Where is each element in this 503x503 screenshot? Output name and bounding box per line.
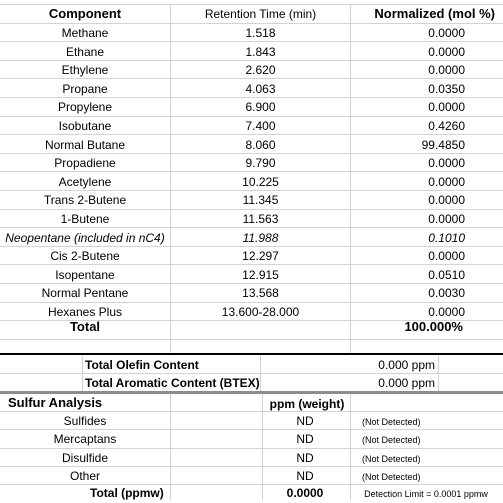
sulfur-compound: Disulfide bbox=[61, 451, 109, 465]
header-retention-time: Retention Time (min) bbox=[204, 7, 317, 21]
component-name: Propane bbox=[62, 82, 108, 96]
retention-time: 8.060 bbox=[245, 138, 276, 152]
normalized-value: 0.0000 bbox=[428, 212, 465, 226]
sulfur-note: (Not Detected) bbox=[362, 435, 421, 445]
normalized-value: 0.0000 bbox=[428, 100, 465, 114]
normalized-value: 0.0000 bbox=[428, 175, 465, 189]
sulfur-title: Sulfur Analysis bbox=[8, 395, 103, 410]
retention-time: 7.400 bbox=[245, 119, 276, 133]
component-name: Isopentane bbox=[55, 268, 115, 282]
retention-time: 1.518 bbox=[245, 26, 276, 40]
component-name: Cis 2-Butene bbox=[50, 249, 120, 263]
component-name: Neopentane (included in nC4) bbox=[5, 231, 165, 245]
retention-time: 10.225 bbox=[242, 175, 279, 189]
retention-time: 1.843 bbox=[245, 45, 276, 59]
normalized-value: 0.4260 bbox=[428, 119, 465, 133]
normalized-value: 0.0000 bbox=[428, 156, 465, 170]
component-name: Propylene bbox=[57, 100, 113, 114]
component-name: Normal Pentane bbox=[41, 286, 129, 300]
total-label: Total bbox=[69, 319, 101, 334]
sulfur-note: (Not Detected) bbox=[362, 417, 421, 427]
retention-time: 11.563 bbox=[242, 212, 279, 226]
sulfur-note: (Not Detected) bbox=[362, 454, 421, 464]
sulfur-compound: Other bbox=[69, 469, 100, 483]
normalized-value: 0.0030 bbox=[428, 286, 465, 300]
normalized-value: 0.0000 bbox=[428, 305, 465, 319]
total-value: 100.000% bbox=[404, 319, 463, 334]
aromatic-value: 0.000 ppm bbox=[378, 376, 435, 390]
retention-time: 11.345 bbox=[242, 193, 279, 207]
normalized-value: 0.1010 bbox=[428, 231, 465, 245]
normalized-value: 0.0510 bbox=[428, 268, 465, 282]
retention-time: 6.900 bbox=[245, 100, 276, 114]
retention-time: 2.620 bbox=[245, 63, 276, 77]
component-name: Ethane bbox=[65, 45, 105, 59]
component-name: Isobutane bbox=[58, 119, 112, 133]
sulfur-compound: Sulfides bbox=[63, 414, 107, 428]
sulfur-value: ND bbox=[296, 451, 314, 465]
component-name: Hexanes Plus bbox=[47, 305, 123, 319]
retention-time: 4.063 bbox=[245, 82, 276, 96]
sulfur-value: ND bbox=[296, 414, 314, 428]
normalized-value: 0.0000 bbox=[428, 63, 465, 77]
grid-col-line bbox=[170, 4, 171, 353]
sulfur-total-value: 0.0000 bbox=[286, 486, 324, 500]
retention-time: 12.915 bbox=[242, 268, 279, 282]
grid-row-line bbox=[0, 339, 503, 340]
component-name: 1-Butene bbox=[60, 212, 110, 226]
header-component: Component bbox=[48, 6, 122, 21]
sulfur-unit-header: ppm (weight) bbox=[269, 397, 345, 411]
grid-col-line bbox=[82, 356, 83, 391]
component-name: Methane bbox=[61, 26, 109, 40]
sulfur-value: ND bbox=[296, 469, 314, 483]
component-name: Normal Butane bbox=[44, 138, 126, 152]
aromatic-label: Total Aromatic Content (BTEX) bbox=[85, 376, 260, 390]
detection-limit: Detection Limit = 0.0001 ppmw bbox=[364, 489, 488, 499]
grid-col-line bbox=[260, 356, 261, 391]
component-name: Propadiene bbox=[54, 156, 116, 170]
component-name: Trans 2-Butene bbox=[43, 193, 127, 207]
olefin-label: Total Olefin Content bbox=[85, 358, 199, 372]
sulfur-compound: Mercaptans bbox=[53, 432, 117, 446]
grid-col-line bbox=[438, 356, 439, 391]
normalized-value: 0.0000 bbox=[428, 26, 465, 40]
normalized-value: 0.0000 bbox=[428, 45, 465, 59]
normalized-value: 0.0000 bbox=[428, 249, 465, 263]
component-name: Ethylene bbox=[61, 63, 109, 77]
header-normalized: Normalized (mol %) bbox=[374, 6, 495, 21]
sulfur-total-label: Total (ppmw) bbox=[90, 486, 164, 500]
retention-time: 11.988 bbox=[242, 231, 279, 245]
normalized-value: 0.0000 bbox=[428, 193, 465, 207]
retention-time: 13.600-28.000 bbox=[221, 305, 300, 319]
normalized-value: 99.4850 bbox=[421, 138, 465, 152]
retention-time: 12.297 bbox=[242, 249, 279, 263]
normalized-value: 0.0350 bbox=[428, 82, 465, 96]
grid-col-line bbox=[170, 394, 171, 500]
olefin-value: 0.000 ppm bbox=[378, 358, 435, 372]
section-divider bbox=[0, 353, 503, 355]
retention-time: 13.568 bbox=[242, 286, 279, 300]
retention-time: 9.790 bbox=[245, 156, 276, 170]
component-name: Acetylene bbox=[58, 175, 112, 189]
sulfur-note: (Not Detected) bbox=[362, 472, 421, 482]
sulfur-value: ND bbox=[296, 432, 314, 446]
